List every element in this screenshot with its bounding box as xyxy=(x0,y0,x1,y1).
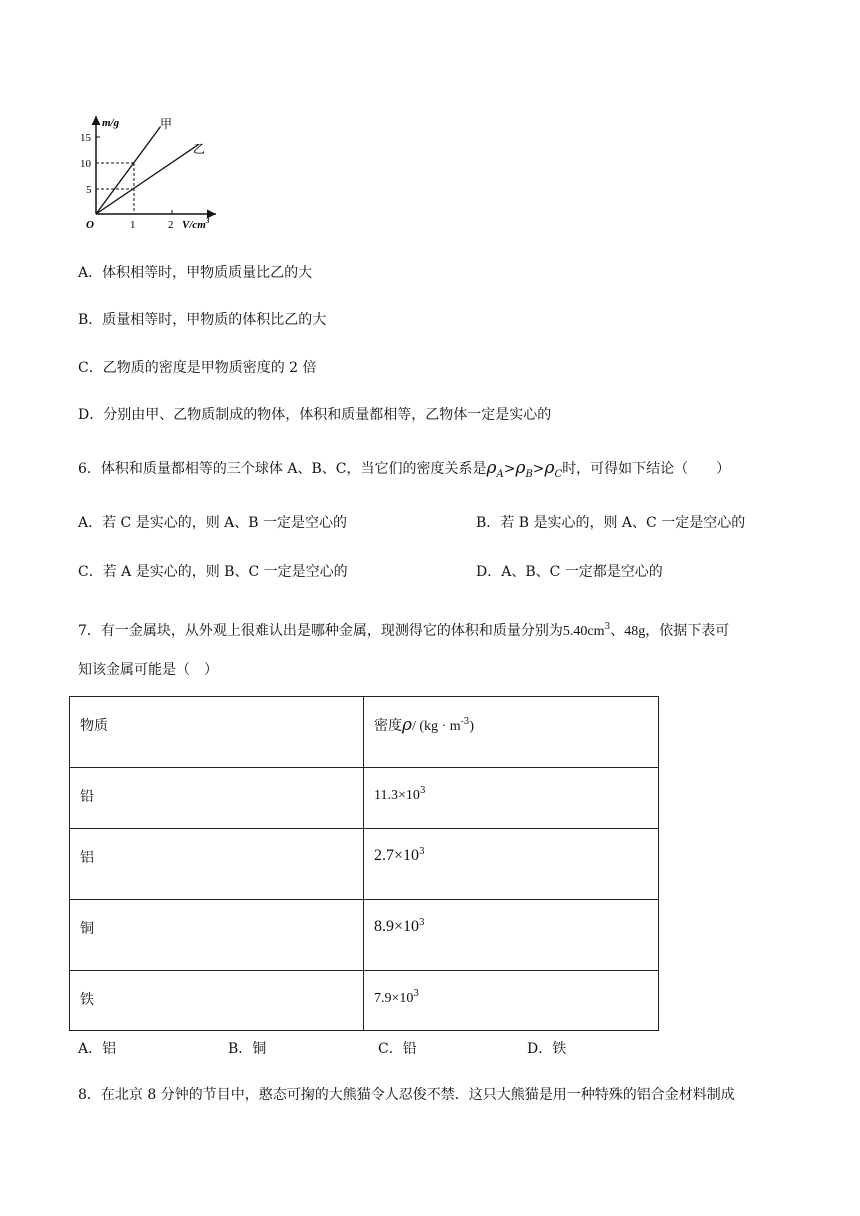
gt-2: > xyxy=(532,461,545,477)
row-density-base: 2.7×10 xyxy=(374,847,420,864)
q7-stem-line1 xyxy=(78,617,729,642)
sub-a: A xyxy=(496,469,504,480)
q8-stem: 8．在北京 8 分钟的节目中，憨态可掬的大熊猫令人忍俊不禁．这只大熊猫是用一种特殊的铝合金材料制成 xyxy=(78,1087,735,1103)
row-name: 铁 xyxy=(70,971,364,1031)
q7-option-b: B．铜 xyxy=(228,1041,267,1057)
row-density xyxy=(364,900,659,971)
q6-stem-pre: 6．体积和质量都相等的三个球体 A、B、C，当它们的密度关系是 xyxy=(78,461,487,477)
gt-1: > xyxy=(503,461,516,477)
header-density-close: ) xyxy=(469,719,475,734)
series-label-yi: 乙 xyxy=(193,142,206,156)
q5-option-a: A．体积相等时，甲物质质量比乙的大 xyxy=(78,265,313,281)
row-density-base: 8.9×10 xyxy=(374,918,420,935)
q7-option-d: D．铁 xyxy=(527,1041,567,1057)
row-name: 铜 xyxy=(70,900,364,971)
q7-option-c: C．铅 xyxy=(378,1041,417,1057)
series-line-yi xyxy=(96,144,199,214)
row-name: 铅 xyxy=(70,768,364,829)
y-tick-10: 10 xyxy=(80,158,91,170)
x-tick-2: 2 xyxy=(168,219,174,231)
row-density-exp: 3 xyxy=(413,989,420,999)
rho-c: ρ xyxy=(544,458,555,478)
q7-stem-line2: 知该金属可能是（ ） xyxy=(78,662,218,678)
row-density xyxy=(364,971,659,1031)
table-row xyxy=(70,900,659,971)
q5-option-d: D．分别由甲、乙物质制成的物体，体积和质量都相等，乙物体一定是实心的 xyxy=(78,407,552,423)
q6-option-a: A．若 C 是实心的，则 A、B 一定是空心的 xyxy=(78,515,348,531)
y-tick-15: 15 xyxy=(80,132,91,144)
q6-option-c: C．若 A 是实心的，则 B、C 一定是空心的 xyxy=(78,564,348,580)
x-axis-label xyxy=(182,217,210,231)
table-row xyxy=(70,829,659,900)
header-density-unit: / (kg · m xyxy=(412,719,461,734)
q6-stem xyxy=(78,458,730,485)
table-header-row xyxy=(70,697,659,768)
q6-option-b: B．若 B 是实心的，则 A、C 一定是空心的 xyxy=(476,515,746,531)
row-density-base: 7.9×10 xyxy=(374,991,414,1006)
rho-a: ρ xyxy=(486,458,497,478)
header-density-rho: ρ xyxy=(402,715,412,735)
x-tick-1: 1 xyxy=(130,219,136,231)
q5-option-b: B．质量相等时，甲物质的体积比乙的大 xyxy=(78,312,327,328)
q7-volume-sup: 3 xyxy=(604,622,611,632)
density-table xyxy=(69,696,659,1031)
sub-b: B xyxy=(525,469,533,480)
row-density-exp: 3 xyxy=(419,918,425,928)
series-label-jia: 甲 xyxy=(160,117,173,131)
q7-line1-pre: 7．有一金属块，从外观上很难认出是哪种金属，现测得它的体积和质量分别为 xyxy=(78,623,563,639)
mass-volume-graph xyxy=(78,108,228,238)
q7-volume: 5.40cm xyxy=(562,624,605,639)
y-tick-5: 5 xyxy=(86,184,92,196)
table-row xyxy=(70,971,659,1031)
header-density-pre: 密度 xyxy=(374,718,402,734)
q7-mass: 、48g xyxy=(610,624,646,639)
sub-c: C xyxy=(554,469,563,480)
row-density-exp: 3 xyxy=(419,786,426,796)
row-density xyxy=(364,768,659,829)
q7-option-a: A．铝 xyxy=(78,1041,117,1057)
q7-line1-post: ，依据下表可 xyxy=(645,623,730,639)
q6-stem-post: 时，可得如下结论（ ） xyxy=(562,461,731,477)
x-axis-label-text: V/cm xyxy=(182,219,206,231)
rho-b: ρ xyxy=(515,458,526,478)
y-axis-label: m/g xyxy=(102,117,120,129)
q5-option-c: C．乙物质的密度是甲物质密度的 2 倍 xyxy=(78,360,317,376)
header-substance: 物质 xyxy=(70,697,364,768)
series-line-jia xyxy=(96,126,161,214)
header-density xyxy=(364,697,659,768)
row-density-base: 11.3×10 xyxy=(374,788,420,803)
row-name: 铝 xyxy=(70,829,364,900)
row-density xyxy=(364,829,659,900)
origin-label: O xyxy=(86,219,94,231)
header-density-sup: -3 xyxy=(460,717,470,727)
table-row xyxy=(70,768,659,829)
q6-option-d: D．A、B、C 一定都是空心的 xyxy=(476,564,663,580)
x-axis-label-sup: 3 xyxy=(205,217,210,225)
row-density-exp: 3 xyxy=(419,847,425,857)
